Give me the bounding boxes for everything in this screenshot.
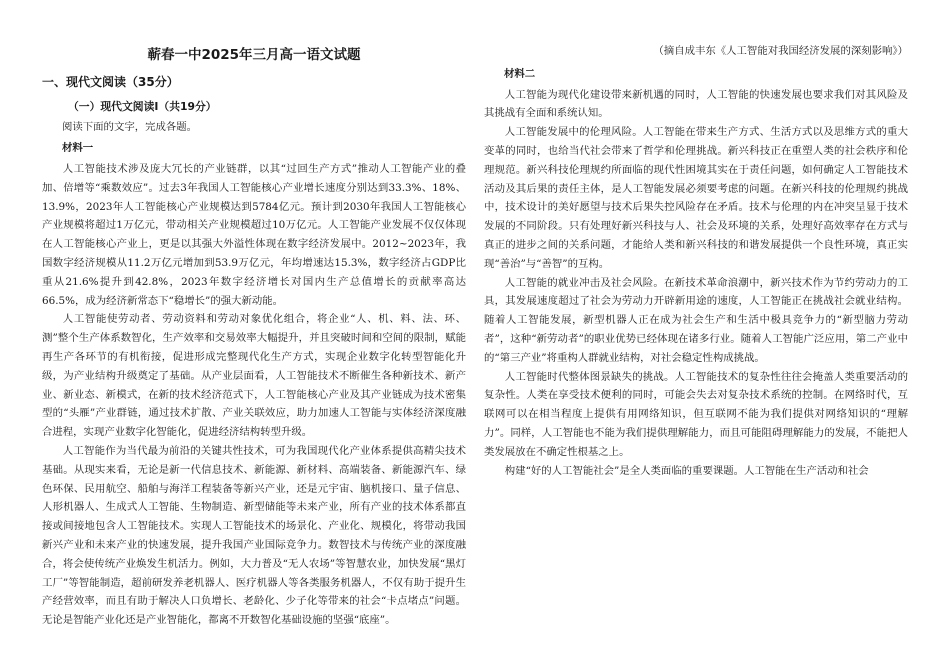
instruction-text: 阅读下面的文字，完成各题。 xyxy=(62,121,198,134)
right-column xyxy=(484,40,908,480)
material1-paragraph: 人工智能使劳动者、劳动资料和劳动对象优化组合，将企业“人、机、料、法、环、测”整个生产体系数智化，生产效率和交易效率大幅提升，并且突破时间和空间的限制，赋能再生产各环节的有机衔接，促进形成完整现代化生产方式，实现企业数字化转型智能化升级，为产业结构升级奠定了基础。从产业层面看，人工智能技术不断催生各种新技术、新产业、新业态、新模式，在新的技术经济范式下，人工智能核心产业及其产业链成为技术密集型的“头雁”产业群链，通过技术扩散、产业关联效应，助力加速人工智能与实体经济深度融合进程，实现产业数字化智能化，促进经济结构转型升级。 xyxy=(42,313,466,439)
material1-paragraph: 人工智能技术涉及庞大冗长的产业链群，以其“过回生产方式”推动人工智能产业的叠加、倍增等“乘数效应”。过去3年我国人工智能核心产业增长速度分别达到33.3%、18%、13.9%，2023年人工智能核心产业规模达到5784亿元。预计到2030年我国人工智能核心产业规模将超过1万亿元，带动相关产业规模超过10万亿元。人工智能产业发展不仅仅体现在人工智能核心产业上，更是以其强大外溢性体现在数字经济发展中。2012~2023年，我国数字经济规模从11.2万亿元增加到53.9万亿元，年均增速达15.3%，数字经济占GDP比重从21.6%提升到42.8%，2023年数字经济增长对国内生产总值增长的贡献率高达66.5%，成为经济新常态下“稳增长”的强大新动能。 xyxy=(42,162,466,307)
material1-paragraph: 人工智能作为当代最为前沿的关键共性技术，可为我国现代化产业体系提供高精尖技术基础。从现实来看，无论是新一代信息技术、新能源、新材料、高端装备、新能源汽车、绿色环保、民用航空、船舶与海洋工程装备等新兴产业，还是元宇宙、脑机接口、量子信息、人形机器人、生成式人工智能、生物制造、新型储能等未来产业，所有产业的技术体系都直接或间接地包含人工智能技术。实现人工智能技术的场景化、产业化、规模化，将带动我国新兴产业和未来产业的快速发展，提升我国产业国际竞争力。数智技术与传统产业的深度融合，将会使传统产业焕发生机活力。例如，大力普及“无人农场”等智慧农业，加快发展“黑灯工厂”等智能制造，超前研发养老机器人、医疗机器人等各类服务机器人，不仅有助于提升生产经营效率，而且有助于解决人口负增长、老龄化、少子化等带来的社会“卡点堵点”问题。无论是智能产业化还是产业智能化，都离不开数智化基础设施的坚强“底座”。 xyxy=(42,444,466,627)
material2-paragraph: 构建“好的人工智能社会”是全人类面临的重要课题。人工智能在生产活动和社会 xyxy=(504,464,869,477)
material2-paragraph: 人工智能为现代化建设带来新机遇的同时，人工智能的快速发展也要求我们对其风险及其挑战有全面和系统认知。 xyxy=(484,88,908,120)
subsection-heading: （一）现代文阅读Ⅰ（共19分） xyxy=(68,99,217,113)
material1-source: （摘自成丰东《人工智能对我国经济发展的深刻影响》） xyxy=(653,45,908,57)
material2-paragraph: 人工智能的就业冲击及社会风险。在新技术革命浪潮中，新兴技术作为节约劳动力的工具，其发展速度超过了社会为劳动力开辟新用途的速度，人工智能正在挑战社会就业结构。随着人工智能发展，新型机器人正在成为社会生产和生活中极具竞争力的“新型脑力劳动者”，这种“新劳动者”的职业优势已经体现在诸多行业。随着人工智能广泛应用，第二产业中的“第三产业”将重构人群就业结构，对社会稳定性构成挑战。 xyxy=(484,276,908,364)
material2-paragraph: 人工智能发展中的伦理风险。人工智能在带来生产方式、生活方式以及思维方式的重大变革的同时，也给当代社会带来了哲学和伦理挑战。新兴科技正在重塑人类的社会秩序和伦理规范。新兴科技伦理规约所面临的现代性困境其实在于责任问题，如何确定人工智能技术活动及其后果的责任主体，是人工智能发展必须要考虑的问题。在新兴科技的伦理规约挑战中，技术设计的美好愿望与技术后果失控风险存在矛盾。技术与伦理的内在冲突呈显于技术发展的不同阶段。只有处理好新兴科技与人、社会及环境的关系，处理好高效率存在方式与真正的进步之间的关系问题，才能给人类和新兴科技的和谐发展提供一个良性环境，真正实现“善治”与“善智”的互构。 xyxy=(484,126,908,270)
material1-label: 材料一 xyxy=(62,142,94,155)
section-heading: 一、现代文阅读（35分） xyxy=(42,74,179,89)
left-column xyxy=(42,40,466,630)
page-title: 蕲春一中2025年三月高一语文试题 xyxy=(147,47,361,63)
material2-paragraph: 人工智能时代整体图景缺失的挑战。人工智能技术的复杂性往往会掩盖人类重要活动的复杂性。人类在享受技术便利的同时，可能会失去对复杂技术系统的控制。在网络时代，互联网可以在相当程度上提供有用网络知识，但互联网不能为我们提供对网络知识的“理解力”。同样，人工智能也不能为我们提供理解能力，而且可能阻碍理解能力的发展，不能把人类发展放在不确定性根基之上。 xyxy=(484,370,908,458)
material2-label: 材料二 xyxy=(504,67,536,80)
